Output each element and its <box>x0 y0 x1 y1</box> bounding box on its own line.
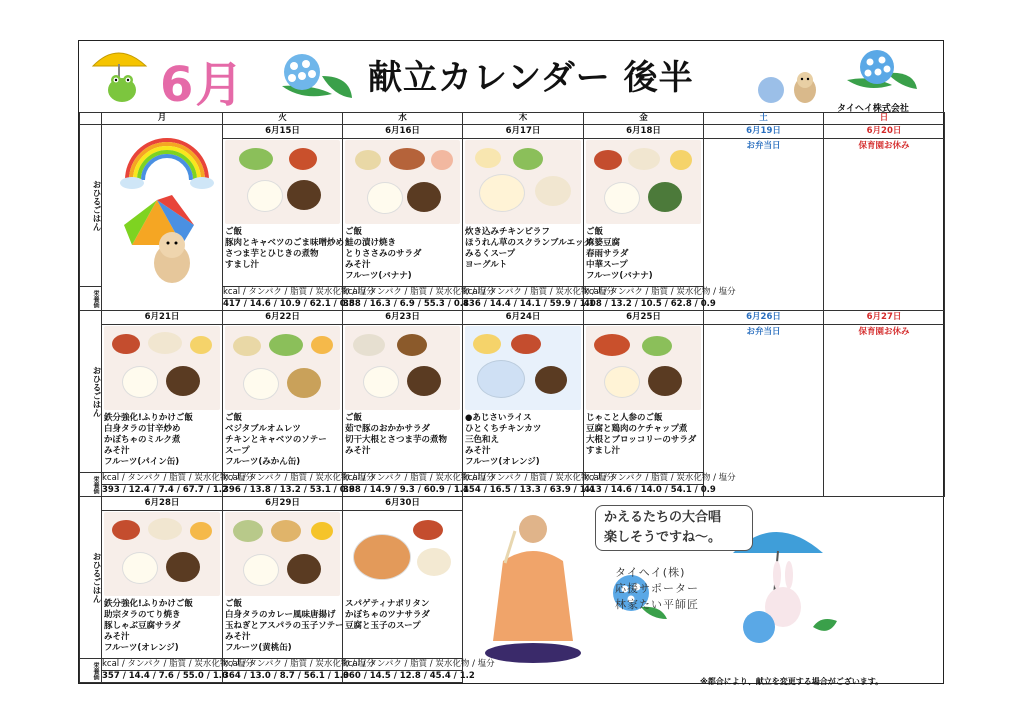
sponsor-line: 応援サポーター <box>615 582 699 595</box>
nutrition-values: 393 / 12.4 / 7.4 / 67.7 / 1.2 <box>102 485 228 495</box>
menu-list: スパゲティナポリタン かぼちゃのツナサラダ 豆腐と玉子のスープ <box>345 599 430 631</box>
menu-cell <box>343 325 463 473</box>
menu-list: 鉄分強化!ふりかけご飯 助宗タラのてり焼き 豚しゃぶ豆腐サラダ みそ汁 フルーツ(オレンジ) <box>104 599 193 653</box>
meal-photo <box>225 140 340 224</box>
nutrition-values: 358 / 16.3 / 6.9 / 55.3 / 0.8 <box>343 299 469 309</box>
date-label: 6月29日 <box>223 497 343 511</box>
date-label: 6月25日 <box>584 311 704 325</box>
weekday-header-row <box>80 113 945 125</box>
menu-cell <box>463 325 584 473</box>
week1-date-row <box>80 125 945 139</box>
menu-list: ご飯 麻婆豆腐 春雨サラダ 中華スープ フルーツ(バナナ) <box>586 227 653 281</box>
meal-photo <box>104 326 220 410</box>
sponsor-line: 林家たい平師匠 <box>615 598 699 611</box>
weekday-thu: 木 <box>463 113 584 125</box>
weekday-sun: 日 <box>824 113 945 125</box>
menu-cell <box>584 139 704 287</box>
date-label: 6月21日 <box>102 311 223 325</box>
nutrition-header: kcal / タンパク / 脂質 / 炭水化物 / 塩分 <box>343 473 495 483</box>
hydrangea-dog-icon <box>755 66 825 108</box>
date-label: 6月19日 <box>704 125 824 139</box>
menu-cell <box>343 139 463 287</box>
menu-list: ご飯 豚肉とキャベツのごま味噌炒め さつま芋とひじきの煮物 すまし汁 <box>225 227 345 270</box>
company-name: タイヘイ株式会社 <box>837 104 909 114</box>
nutrition-header: kcal / タンパク / 脂質 / 炭水化物 / 塩分 <box>584 287 736 297</box>
nutrition-values: 396 / 13.8 / 13.2 / 53.1 / 0.8 <box>223 485 355 495</box>
nutrition-side-label: 栄養価 <box>80 473 102 497</box>
menu-cell <box>102 325 223 473</box>
date-label: 6月30日 <box>343 497 463 511</box>
nutrition-header: kcal / タンパク / 脂質 / 炭水化物 / 塩分 <box>223 473 375 483</box>
nutrition-values: 357 / 14.4 / 7.6 / 55.0 / 1.0 <box>102 671 228 681</box>
date-label: 6月24日 <box>463 311 584 325</box>
date-label: 6月27日 <box>824 311 945 325</box>
menu-cell <box>223 511 343 659</box>
meal-photo <box>586 140 701 224</box>
menu-cell <box>584 325 704 473</box>
nutrition-values: 408 / 13.2 / 10.5 / 62.8 / 0.9 <box>584 299 716 309</box>
lunch-side-label: おひるごはん <box>80 311 102 473</box>
menu-cell <box>463 139 592 287</box>
meal-photo <box>345 326 460 410</box>
nutrition-values: 417 / 14.6 / 10.9 / 62.1 / 0.8 <box>223 299 355 309</box>
meal-photo <box>225 512 340 596</box>
nutrition-values: 398 / 14.9 / 9.3 / 60.9 / 1.1 <box>343 485 469 495</box>
weekday-mon: 月 <box>102 113 223 125</box>
nutrition-header: kcal / タンパク / 脂質 / 炭水化物 / 塩分 <box>343 659 495 669</box>
event-label: 保育園お休み <box>824 325 945 497</box>
nutrition-header: kcal / タンパク / 脂質 / 炭水化物 / 塩分 <box>102 659 254 669</box>
nutrition-header: kcal / タンパク / 脂質 / 炭水化物 / 塩分 <box>584 473 736 483</box>
event-label: 保育園お休み <box>824 139 945 311</box>
page-title: 献立カレンダー 後半 <box>368 58 694 98</box>
sponsor-credit <box>615 565 699 613</box>
meal-photo <box>345 512 460 596</box>
lunch-side-label: おひるごはん <box>80 125 102 287</box>
date-label: 6月28日 <box>102 497 223 511</box>
lunch-side-label: おひるごはん <box>80 497 102 659</box>
nutrition-header: kcal / タンパク / 脂質 / 炭水化物 / 塩分 <box>223 287 375 297</box>
sponsor-line: タイヘイ(株) <box>615 566 686 579</box>
speech-bubble <box>595 505 753 551</box>
corner-cell <box>80 113 102 125</box>
menu-cell <box>223 139 343 287</box>
date-label: 6月22日 <box>223 311 343 325</box>
meal-photo <box>586 326 701 410</box>
week3-date-row <box>80 497 945 511</box>
performer-illustration <box>473 501 593 671</box>
nutrition-values: 436 / 14.4 / 14.1 / 59.9 / 1.1 <box>463 299 595 309</box>
menu-cell <box>343 511 463 659</box>
date-label: 6月26日 <box>704 311 824 325</box>
nutrition-header: kcal / タンパク / 脂質 / 炭水化物 / 塩分 <box>223 659 375 669</box>
nutrition-values: 413 / 14.6 / 14.0 / 54.1 / 0.9 <box>584 485 716 495</box>
weekday-sat: 土 <box>704 113 824 125</box>
hydrangea-icon <box>272 46 356 104</box>
event-label: お弁当日 <box>704 325 824 497</box>
nutrition-values: 454 / 16.5 / 13.3 / 63.9 / 1.4 <box>463 485 595 495</box>
menu-list: ご飯 ベジタブルオムレツ チキンとキャベツのソテー スープ フルーツ(みかん缶) <box>225 413 327 467</box>
menu-list: 炊き込みチキンピラフ ほうれん草のスクランブルエッグ みるくスープ ヨーグルト <box>465 227 592 270</box>
nutrition-header: kcal / タンパク / 脂質 / 炭水化物 / 塩分 <box>102 473 254 483</box>
date-label: 6月18日 <box>584 125 704 139</box>
meal-photo <box>345 140 460 224</box>
nutrition-header: kcal / タンパク / 脂質 / 炭水化物 / 塩分 <box>463 473 615 483</box>
nutrition-values: 364 / 13.0 / 8.7 / 56.1 / 1.0 <box>223 671 349 681</box>
rainbow-umbrella-bear-icon <box>102 125 222 295</box>
event-label: お弁当日 <box>704 139 824 311</box>
weekday-fri: 金 <box>584 113 704 125</box>
speech-line: かえるたちの大合唱 <box>604 510 722 525</box>
week2-date-row <box>80 311 945 325</box>
date-label: 6月23日 <box>343 311 463 325</box>
menu-cell <box>102 511 223 659</box>
week2-menu-row <box>80 325 945 473</box>
menu-list: じゃこと人参のご飯 豆腐と鶏肉のケチャップ煮 大根とブロッコリーのサラダ すまし汁 <box>586 413 697 456</box>
menu-list: 鉄分強化!ふりかけご飯 白身タラの甘辛炒め かぼちゃのミルク煮 みそ汁 フルーツ(パイン缶) <box>104 413 193 467</box>
menu-list: ご飯 鮭の漬け焼き とりささみのサラダ みそ汁 フルーツ(バナナ) <box>345 227 422 281</box>
menu-list: ご飯 白身タラのカレー風味唐揚げ 玉ねぎとアスパラの玉子ソテー みそ汁 フルーツ(黄桃缶) <box>225 599 344 653</box>
month-label: 6月 <box>160 57 246 113</box>
meal-photo <box>225 326 340 410</box>
menu-calendar-table <box>79 112 945 683</box>
hydrangea-icon <box>842 45 922 95</box>
nutrition-side-label: 栄養価 <box>80 287 102 311</box>
nutrition-side-label: 栄養価 <box>80 659 102 683</box>
meal-photo <box>104 512 220 596</box>
menu-cell <box>223 325 343 473</box>
footnote: ※都合により、献立を変更する場合がございます。 <box>700 677 884 686</box>
speech-line: 楽しそうですね〜。 <box>604 530 722 545</box>
meal-photo <box>465 326 581 410</box>
frog-umbrella-icon <box>88 44 158 110</box>
meal-photo <box>465 140 581 224</box>
weekday-wed: 水 <box>343 113 463 125</box>
date-label: 6月20日 <box>824 125 945 139</box>
weather-illustration-cell <box>102 125 223 311</box>
nutrition-header: kcal / タンパク / 脂質 / 炭水化物 / 塩分 <box>343 287 495 297</box>
menu-list: ●あじさいライス ひとくちチキンカツ 三色和え みそ汁 フルーツ(オレンジ) <box>465 413 542 467</box>
date-label: 6月16日 <box>343 125 463 139</box>
weekday-tue: 火 <box>223 113 343 125</box>
date-label: 6月15日 <box>223 125 343 139</box>
nutrition-header: kcal / タンパク / 脂質 / 炭水化物 / 塩分 <box>463 287 615 297</box>
menu-list: ご飯 茹で豚のおかかサラダ 切干大根とさつま芋の煮物 みそ汁 <box>345 413 448 456</box>
nutrition-values: 360 / 14.5 / 12.8 / 45.4 / 1.2 <box>343 671 475 681</box>
date-label: 6月17日 <box>463 125 584 139</box>
